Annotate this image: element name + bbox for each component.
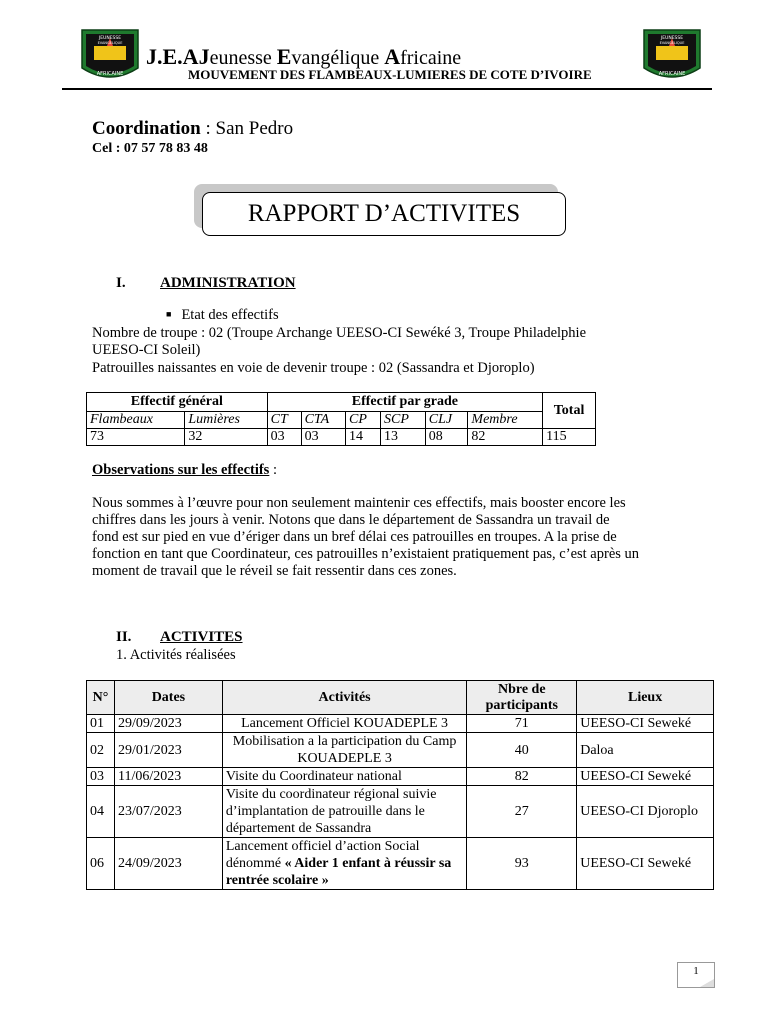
activity-cell-social: Lancement officiel d’action Social dénommé « Aider 1 enfant à réussir sa rentrée scolaire » — [222, 838, 466, 890]
logo-right — [642, 28, 702, 86]
value-cell: 73 — [87, 429, 185, 446]
sub-header: Lumières — [185, 412, 267, 429]
table-row: 03 11/06/2023 Visite du Coordinateur national 82 UEESO-CI Seweké — [87, 768, 714, 786]
value-cell: 03 — [301, 429, 345, 446]
svg-text:AFRICAINE: AFRICAINE — [658, 71, 686, 77]
sub-header: CP — [346, 412, 381, 429]
page-number: 1 — [677, 962, 715, 988]
sub-header: CTA — [301, 412, 345, 429]
shield-logo-icon — [80, 28, 140, 86]
col-header-lieux: Lieux — [577, 681, 714, 715]
sub-header: CT — [267, 412, 301, 429]
table-row: 01 29/09/2023 Lancement Officiel KOUADEPLE 3 71 UEESO-CI Seweké — [87, 715, 714, 733]
svg-text:JEUNESSE: JEUNESSE — [660, 36, 684, 41]
value-cell: 08 — [425, 429, 468, 446]
value-cell: 14 — [346, 429, 381, 446]
bullet-item: ■ Etat des effectifs — [166, 307, 279, 323]
col-header-participants: Nbre de participants — [467, 681, 577, 715]
observation-line: fond est sur pied en vue d’ériger dans un bref délai ces patrouilles en troupes. A la prise de — [92, 529, 617, 545]
acronym: J.E.A — [146, 44, 199, 69]
page-fold-icon — [700, 979, 714, 987]
sub-header: SCP — [380, 412, 425, 429]
observation-line: Nous sommes à l’œuvre pour non seulement maintenir ces effectifs, mais booster encore les — [92, 495, 626, 511]
observation-line: fonction en tant que Coordinateur, ces patrouilles n’existaient pratiquement pas, c’est après un — [92, 546, 640, 562]
value-cell: 03 — [267, 429, 301, 446]
table-row: 04 23/07/2023 Visite du coordinateur régional suivie d’implantation de patrouille dans le département de Sassandra 27 UEESO-CI Djoroplo — [87, 786, 714, 838]
activities-subtitle: 1. Activités réalisées — [116, 647, 236, 663]
col-header-activites: Activités — [222, 681, 466, 715]
patrol-line: Patrouilles naissantes en voie de devenir troupe : 02 (Sassandra et Djoroplo) — [92, 360, 535, 376]
value-cell: 82 — [468, 429, 543, 446]
svg-text:AFRICAINE: AFRICAINE — [96, 71, 124, 77]
table-row: 06 24/09/2023 Lancement officiel d’action Social dénommé « Aider 1 enfant à réussir sa rentrée scolaire » 93 UEESO-CI Seweké — [87, 838, 714, 890]
col-header-num: N° — [87, 681, 115, 715]
value-cell-total: 115 — [543, 429, 596, 446]
section-administration-heading: I. ADMINISTRATION — [116, 275, 296, 291]
observation-line: chiffres dans les jours à venir. Notons que dans le département de Sassandra un travail de — [92, 512, 610, 528]
logo-left — [80, 28, 140, 86]
value-cell: 13 — [380, 429, 425, 446]
troop-count-line-2: UEESO-CI Soleil) — [92, 342, 201, 358]
shield-logo-icon — [642, 28, 702, 86]
coordination-line: Coordination : San Pedro — [92, 118, 294, 139]
org-subtitle: MOUVEMENT DES FLAMBEAUX-LUMIERES DE COTE D’IVOIRE — [188, 67, 592, 82]
svg-text:EVANGELIQUE: EVANGELIQUE — [659, 41, 685, 45]
troop-count-line: Nombre de troupe : 02 (Troupe Archange UEESO-CI Sewéké 3, Troupe Philadelphie — [92, 325, 586, 341]
observation-line: moment de travail que le réveil se fait ressentir dans ces zones. — [92, 563, 457, 579]
section-activites-heading: II. ACTIVITES — [116, 629, 243, 645]
svg-text:EVANGELIQUE: EVANGELIQUE — [97, 41, 123, 45]
effectif-table — [86, 392, 596, 446]
activities-table — [86, 680, 714, 890]
value-cell: 32 — [185, 429, 267, 446]
header-divider — [62, 88, 712, 90]
svg-text:JEUNESSE: JEUNESSE — [98, 36, 122, 41]
sub-header: Membre — [468, 412, 543, 429]
observations-heading: Observations sur les effectifs : — [92, 462, 277, 478]
header-effectif-grade: Effectif par grade — [267, 393, 542, 412]
org-title: J.E.AJeunesse Evangélique Africaine — [146, 44, 462, 69]
header-effectif-general: Effectif général — [87, 393, 268, 412]
phone-line: Cel : 07 57 78 83 48 — [92, 141, 208, 156]
header-total: Total — [543, 393, 596, 429]
table-row: 02 29/01/2023 Mobilisation a la participation du Camp KOUADEPLE 3 40 Daloa — [87, 733, 714, 768]
bullet-square-icon: ■ — [166, 309, 172, 319]
sub-header: Flambeaux — [87, 412, 185, 429]
col-header-dates: Dates — [114, 681, 222, 715]
report-title: RAPPORT D’ACTIVITES — [202, 192, 566, 236]
sub-header: CLJ — [425, 412, 468, 429]
